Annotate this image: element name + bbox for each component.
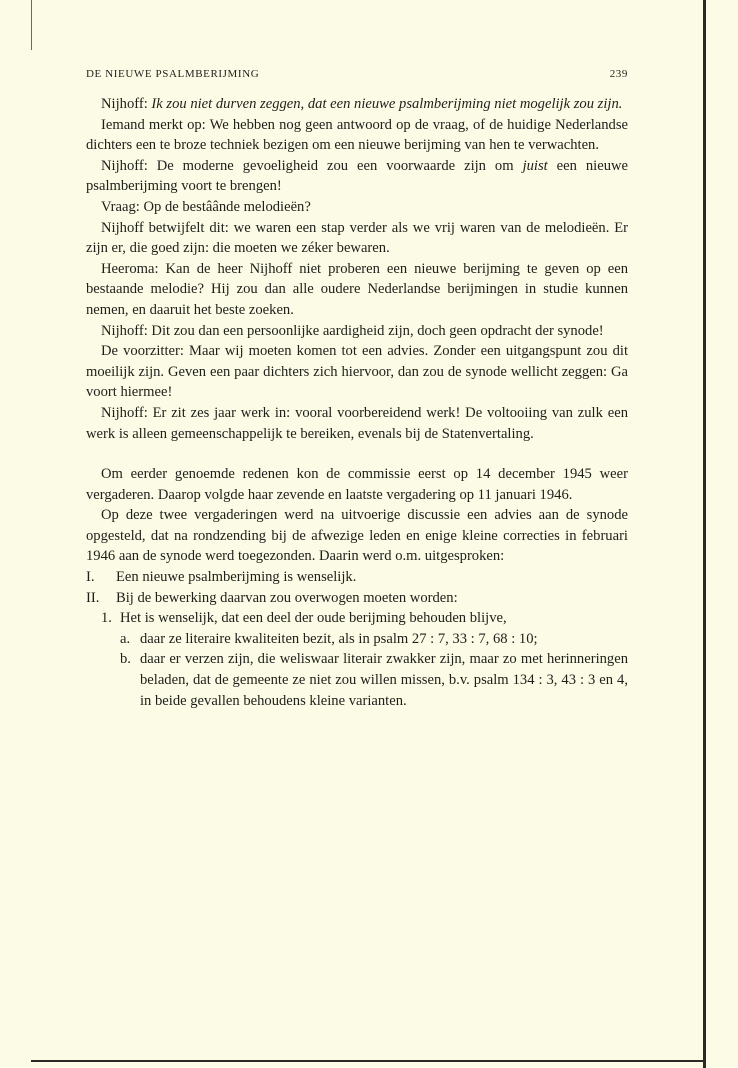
section-break xyxy=(86,444,628,464)
paragraph: Op deze twee vergaderingen werd na uitvoerige discussie een advies aan de synode opgesteld, dat na rondzending bij de afwezige leden en enige kleine correcties in februari 1946 aan de synode werd toegezonden. Daarin werd o.m. uitgesproken: xyxy=(86,507,628,565)
list-item: b. daar er verzen zijn, die weliswaar literair zwakker zijn, maar zo met herinneringen beladen, dat de gemeente ze niet zou willen missen, b.v. psalm 134 : 3, 43 : 3 en 4, in beide gevallen behoudens kleine varianten. xyxy=(120,651,628,709)
paragraph: Vraag: Op de bestâânde melodieën? xyxy=(101,198,311,215)
paragraph: De voorzitter: Maar wij moeten komen tot een advies. Zonder een uitgangspunt zou dit moeilijk zijn. Geven een paar dichters zich hiervoor, dan zou de synode wellicht zeggen: Ga voort hiermee! xyxy=(86,343,628,401)
paragraph: Nijhoff: Er zit zes jaar werk in: vooral voorbereidend werk! De voltooiing van zulk een werk is alleen gemeenschappelijk te bereiken, evenals bij de Statenvertaling. xyxy=(86,404,628,442)
running-title: DE NIEUWE PSALMBERIJMING xyxy=(86,68,260,80)
paragraph: Nijhoff betwijfelt dit: we waren een stap verder als we vrij waren van de melodieën. Er zijn er, die goed zijn: die moeten we zéker bewaren. xyxy=(86,219,628,257)
paragraph: Nijhoff: De moderne gevoeligheid zou een voorwaarde zijn om juist een nieuwe psalmberijming voort te brengen! xyxy=(86,157,629,195)
page-edge-bottom xyxy=(31,1060,706,1062)
paragraph: Nijhoff: Dit zou dan een persoonlijke aardigheid zijn, doch geen opdracht der synode! xyxy=(101,322,604,339)
page-edge-right xyxy=(703,0,706,1068)
running-header xyxy=(86,64,628,84)
page-body xyxy=(86,64,628,711)
paragraph: Nijhoff: Ik zou niet durven zeggen, dat een nieuwe psalmberijming niet mogelijk zou zijn. xyxy=(101,96,623,112)
list-item: I. Een nieuwe psalmberijming is wenselijk. xyxy=(86,569,357,586)
paragraph: Om eerder genoemde redenen kon de commissie eerst op 14 december 1945 weer vergaderen. Daarop volgde haar zevende en laatste vergadering op 11 januari 1946. xyxy=(86,466,628,503)
paragraph: Iemand merkt op: We hebben nog geen antwoord op de vraag, of de huidige Nederlandse dichters een te broze techniek bezigen om een nieuwe berijming van hen te verwachten. xyxy=(86,116,628,154)
list-item: II. Bij de bewerking daarvan zou overwogen moeten worden: xyxy=(86,589,458,606)
page-number: 239 xyxy=(609,68,628,80)
page-edge-left xyxy=(31,0,32,50)
paragraph: Heeroma: Kan de heer Nijhoff niet proberen een nieuwe berijming te geven op een bestaande melodie? Hij zou dan alle oudere Nederlandse berijmingen in studie kunnen nemen, en daaruit het beste zoeken. xyxy=(86,260,628,318)
list-item: 1. Het is wenselijk, dat een deel der oude berijming behouden blijve, xyxy=(101,610,507,627)
list-item: a. daar ze literaire kwaliteiten bezit, als in psalm 27 : 7, 33 : 7, 68 : 10; xyxy=(120,630,538,647)
